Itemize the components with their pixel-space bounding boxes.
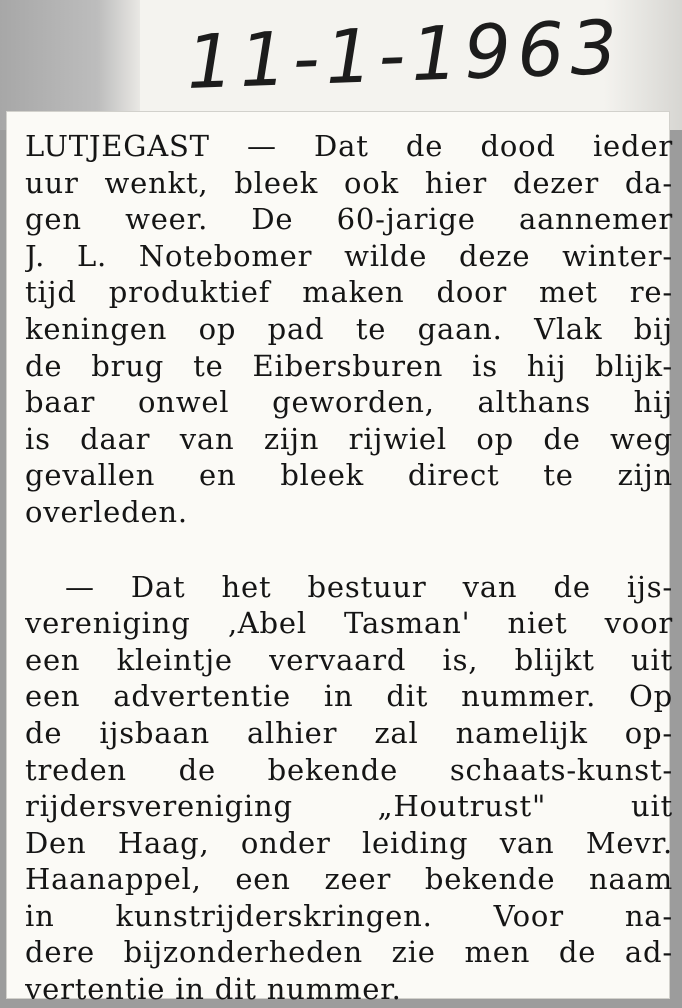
text-line: overleden. [25, 494, 188, 529]
text-line: een advertentie in dit nummer. Op [25, 679, 673, 714]
text-line: tijd produktief maken door met re- [25, 275, 673, 310]
text-line: vertentie in dit nummer. [25, 972, 402, 1007]
text-line: vereniging ‚Abel Tasman' niet voor [25, 606, 673, 641]
text-line: LUTJEGAST — Dat de dood ieder [25, 129, 673, 163]
text-line: de ijsbaan alhier zal namelijk op- [25, 715, 673, 750]
text-line: dere bijzonderheden zie men de ad- [25, 935, 673, 970]
text-line: is daar van zijn rijwiel op de weg [25, 421, 673, 456]
newspaper-clipping [7, 112, 673, 1007]
text-line: Den Haag, onder leiding van Mevr. [25, 825, 673, 860]
text-line: keningen op pad te gaan. Vlak bij [25, 311, 673, 346]
paragraph-2 [25, 569, 673, 1008]
text-line: gen weer. De 60-jarige aannemer [25, 202, 673, 237]
scan-left-shadow [0, 0, 140, 130]
text-line: — Dat het bestuur van de ijs- [65, 569, 673, 604]
paragraph-gap [25, 531, 673, 569]
text-line: J. L. Notebomer wilde deze winter- [25, 238, 673, 273]
text-line: de brug te Eibersburen is hij blijk- [25, 348, 673, 383]
text-line: Haanappel, een zeer bekende naam [25, 862, 673, 897]
text-line: baar onwel geworden, althans hij [25, 385, 673, 420]
text-line: uur wenkt, bleek ook hier dezer da- [25, 165, 673, 200]
text-line: treden de bekende schaats-kunst- [25, 752, 673, 787]
handwritten-date: 11-1-1963 [185, 4, 625, 106]
text-line: in kunstrijderskringen. Voor na- [25, 898, 673, 933]
text-line: gevallen en bleek direct te zijn [25, 458, 673, 493]
article-text [25, 128, 673, 1008]
paragraph-1 [25, 128, 673, 531]
text-line: een kleintje vervaard is, blijkt uit [25, 642, 673, 677]
text-line: rijdersvereniging „Houtrust" uit [25, 789, 673, 824]
